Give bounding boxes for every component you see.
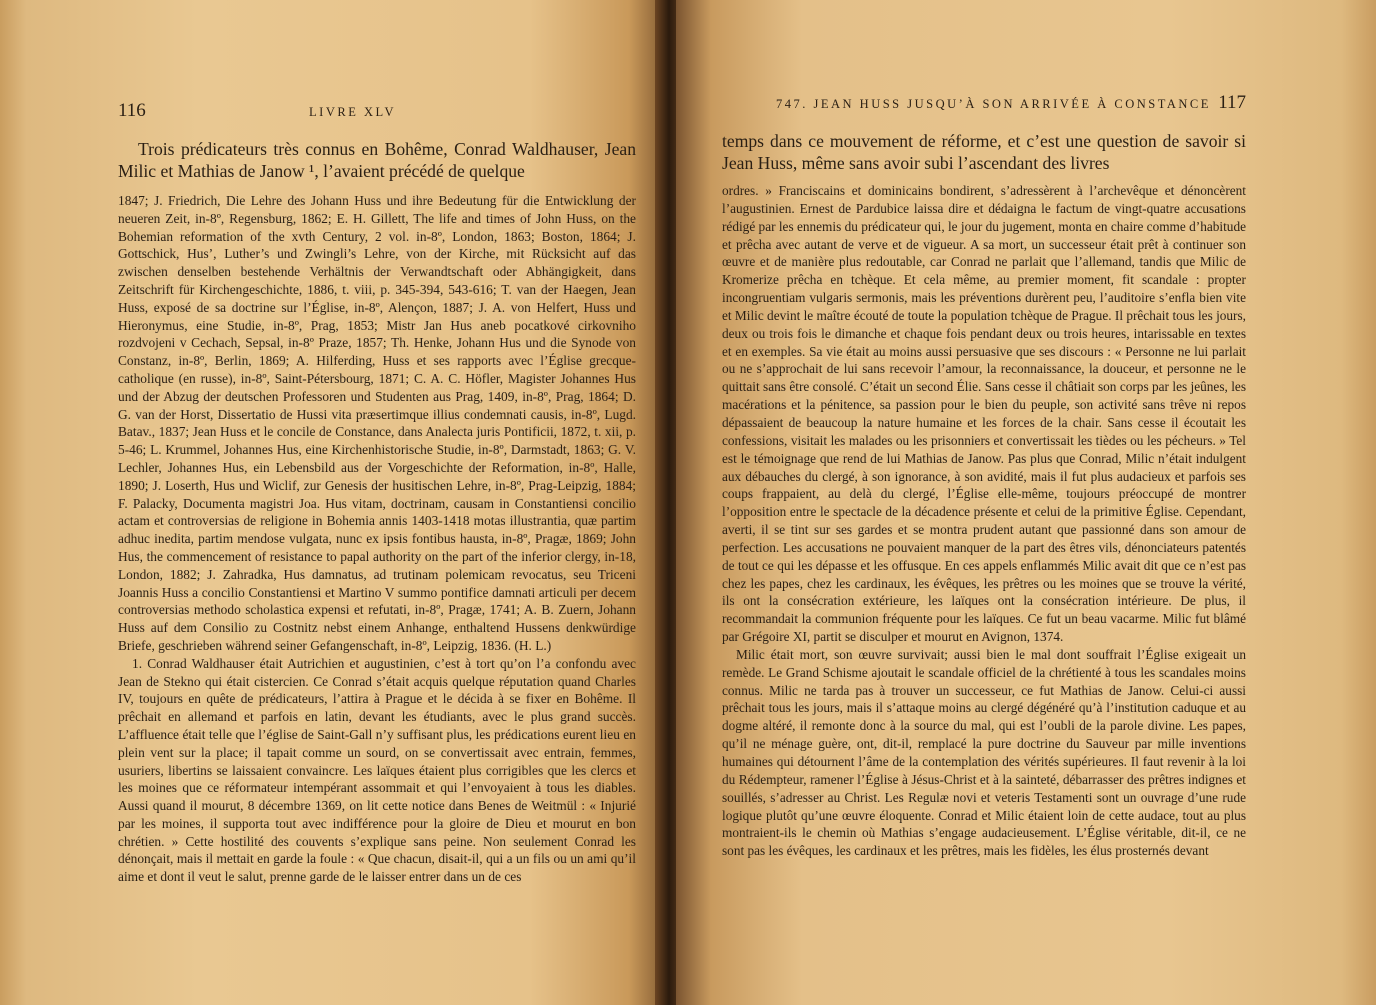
right-running-head xyxy=(722,92,1246,118)
left-running-title: LIVRE XLV xyxy=(309,105,396,119)
right-footnotes xyxy=(722,182,1246,860)
right-footnote-paragraph: Milic était mort, son œuvre survivait; aussi bien le mal dont souffrait l’Église exigeait un remède. Le Grand Schisme ajoutait le scandale officiel de la chrétienté à tous les scandales moins connus. Milic ne tarda pas à trouver un successeur, ce fut Mathias de Janow. Celui-ci aussi prêchait tous les jours, mais il s’attaque moins au clergé dégénéré qu’à l’institution caduque et au dogme altéré, il remonte donc à la source du mal, qui est l’oubli de la parole divine. Les papes, qu’il ne ménage guère, ont, dit-il, remplacé la pure doctrine du Sauveur par mille inventions humaines qui détournent l’âme de la contemplation des vérités supérieures. Il faut revenir à la loi du Rédempteur, ramener l’Église à Jésus-Christ et à la sainteté, débarrasser des prêtres indignes et souillés, s’adresser au Christ. Les Regulæ novi et veteris Testamenti sont un ouvrage d’une rude logique plutôt qu’une œuvre éloquente. Conrad et Milic étaient loin de cette audace, tout au plus montraient-ils le chemin où Mathias s’engage audacieusement. L’Église véritable, dit-il, ce ne sont pas les évêques, les cardinaux et les prêtres, mais les fidèles, les élus prosternés devant xyxy=(722,646,1246,859)
right-page xyxy=(676,0,1376,1005)
right-body-text: temps dans ce mouvement de réforme, et c’est une question de savoir si Jean Huss, même sans avoir subi l’ascendant des livres xyxy=(722,131,1246,173)
left-footnotes xyxy=(118,192,636,886)
left-body-text: Trois prédicateurs très connus en Bohême, Conrad Waldhauser, Jean Milic et Mathias de Janow ¹, l’avaient précédé de quelque xyxy=(118,139,636,181)
right-running-title: 747. JEAN HUSS JUSQU’À SON ARRIVÉE À CONSTANCE xyxy=(776,97,1211,111)
left-running-head xyxy=(118,100,636,126)
right-footnote-continued: ordres. » Franciscains et dominicains bondirent, s’adressèrent à l’archevêque et dénoncèrent l’augustinien. Ernest de Pardubice laissa dire et dédaigna le factum de vingt-quatre accusations rédigé par les ennemis du prédicateur qui, le jour du jugement, monta en chaire comme d’habitude et prêcha avec autant de verve et de vigueur. A sa mort, un successeur était prêt à continuer son œuvre et de manière plus redoutable, car Conrad ne parlait que l’allemand, tandis que Milic de Kromerize prêcha en tchèque. Et cela même, au premier moment, fit scandale : propter incongruentiam vulgaris sermonis, mais les préventions durèrent peu, l’auditoire s’enfla bien vite et Milic devint le maître écouté de toute la population tchèque de Prague. Il prêchait tous les jours, deux ou trois fois le dimanche et chaque fois pendant deux ou trois heures, intarissable en textes et en exemples. Sa vie était au moins aussi persuasive que ses discours : « Personne ne lui parlait ou ne s’approchait de lui sans recevoir l’amour, la reconnaissance, la douceur, et personne ne le quittait sans être consolé. C’était un second Élie. Sans cesse il châtiait son corps par les jeûnes, les macérations et la pénitence, sa passion pour le bien du peuple, son activité sans trêve ni repos dépassaient de beaucoup la nature humaine et les forces de la chair. Sans cesse il écoutait les confessions, visitait les malades ou les prisonniers et convertissait les tièdes ou les pécheurs. » Tel est le témoignage que rend de lui Mathias de Janow. Pas plus que Conrad, Milic n’était indulgent aux débauches du clergé, à son ignorance, à son avidité, mais il fut plus audacieux et parfois ses coups frappaient, au delà du clergé, l’Église elle-même, toujours préoccupé de montrer l’opposition entre le spectacle de la décadence présente et celui de la primitive Église. Cependant, averti, il se tint sur ses gardes et se montra prudent autant que passionné dans son amour de perfection. Les accusations ne pouvaient manquer de la part des êtres vils, dénonciateurs patentés de tout ce qui les dépasse et les offusque. En ces appels enflammés Milic avait dit que ce n’est pas chez les papes, chez les cardinaux, les évêques, les prêtres ou les moines que se trouve la vérité, ils ont la consécration extérieure, les laïques ont la consécration intérieure. De plus, il recommandait la communion fréquente pour les laïques. Ce fut un beau vacarme. Milic fut blâmé par Grégoire XI, partit se disculper et mourut en Avignon, 1374. xyxy=(722,183,1246,645)
right-page-number: 117 xyxy=(1218,92,1246,113)
right-body-text-block xyxy=(722,130,1246,174)
left-page xyxy=(0,0,662,1005)
left-body-text-block xyxy=(118,138,636,182)
left-page-number: 116 xyxy=(118,100,146,121)
left-footnote-1: 1. Conrad Waldhauser était Autrichien et augustinien, c’est à tort qu’on l’a confondu avec Jean de Stekno qui était cistercien. Ce Conrad s’était acquis quelque réputation quand Charles IV, toujours en quête de prédicateurs, l’attira à Prague et le décida à se fixer en Bohême. Il prêchait en allemand et parfois en latin, devant les étudiants, avec le plus grand succès. L’affluence était telle que l’église de Saint-Gall n’y suffisant plus, les prédications eurent lieu en plein vent sur la place; il tapait comme un sourd, on se convertissait avec entrain, femmes, usuriers, libertins se laissaient convaincre. Les laïques étaient plus corrigibles que les clercs et les moines que ce réformateur intempérant assommait et qui l’envoyaient à tous les diables. Aussi quand il mourut, 8 décembre 1369, on lit cette notice dans Benes de Weitmül : « Injurié par les moines, il supporta tout avec indifférence pour la gloire de Dieu et mourut en bon chrétien. » Cette hostilité des couvents s’explique sans peine. Non seulement Conrad les dénonçait, mais il mettait en garde la foule : « Que chacun, disait-il, qui a un fils ou un ami qu’il aime et dont il veut le salut, prenne garde de le laisser entrer dans un de ces xyxy=(118,655,636,885)
left-footnote-bibliography: 1847; J. Friedrich, Die Lehre des Johann Huss und ihre Bedeutung für die Entwicklung der neueren Zeit, in-8º, Regensburg, 1862; E. H. Gillett, The life and times of John Huss, on the Bohemian reformation of the xvth Century, 2 vol. in-8º, London, 1863; Boston, 1864; J. Gottschick, Hus’, Luther’s und Zwingli’s Lehre, von der Kirche, mit Rücksicht auf das zwischen denselben bestehende Verhältnis der Verwandtschaft oder Abhängigkeit, dans Zeitschrift für Kirchengeschichte, 1886, t. viii, p. 345-394, 543-616; T. van der Haegen, Jean Huss, exposé de sa doctrine sur l’Église, in-8º, Alençon, 1887; J. A. von Helfert, Huss und Hieronymus, eine Studie, in-8º, Prag, 1853; Mistr Jan Hus aneb pocatkové cirkovniho rozdvojeni v Cechach, Sepsal, in-8º Praze, 1857; Th. Henke, Johann Hus und die Synode von Constanz, in-8º, Berlin, 1869; A. Hilferding, Huss et ses rapports avec l’Église grecque-catholique (en russe), in-8º, Saint-Pétersbourg, 1871; C. A. C. Höfler, Magister Johannes Hus und der Abzug der deutschen Professoren und Studenten aus Prag, 1409, in-8º, Prag, 1864; D. G. van der Horst, Dissertatio de Hussi vita præsertimque illius condemnati causis, in-8º, Lugd. Batav., 1837; Jean Huss et le concile de Constance, dans Analecta juris Pontificii, 1872, t. xii, p. 5-46; L. Krummel, Johannes Hus, eine Kirchenhistorische Studie, in-8º, Darmstadt, 1863; G. V. Lechler, Johannes Hus, ein Lebensbild aus der Vorgeschichte der Reformation, in-8º, Halle, 1890; J. Loserth, Hus und Wiclif, zur Genesis der husitischen Lehre, in-8º, Prag-Leipzig, 1884; F. Palacky, Documenta magistri Joa. Hus vitam, doctrinam, causam in Constantiensi concilio actam et controversias de religione in Bohemia annis 1403-1418 motas illustrantia, quæ partim adhuc inedita, partim mendose vulgata, nunc ex ipsis fontibus hausta, in-8º, Pragæ, 1869; John Hus, the commencement of resistance to papal authority on the part of the inferior clergy, in-18, London, 1882; J. Zahradka, Hus damnatus, ad trutinam polemicam revocatus, seu Triceni Joannis Huss a concilio Constantiensi et Martino V summo pontifice damnati articuli per decem controversias methodo scholastica expensi et refutati, in-8º, Pragæ, 1741; A. B. Zuern, Johann Huss auf dem Consilio zu Costnitz nebst einem Anhange, enthaltend Hussens denkwürdige Briefe, geschrieben während seiner Gefangenschaft, in-8º, Leipzig, 1836. (H. L.) xyxy=(118,193,636,653)
